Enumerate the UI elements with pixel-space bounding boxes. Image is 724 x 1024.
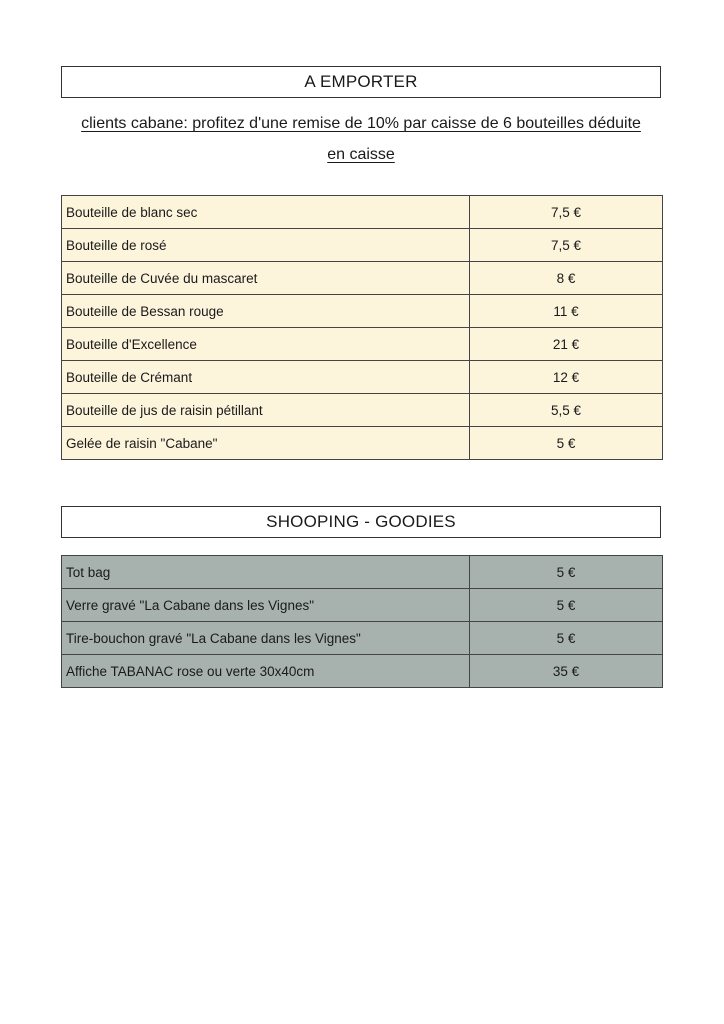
table-row	[62, 229, 663, 262]
item-price: 35 €	[470, 655, 663, 688]
table-row	[62, 427, 663, 460]
promo-line-2: en caisse	[327, 146, 395, 163]
table-row	[62, 295, 663, 328]
item-label: Bouteille de rosé	[62, 229, 470, 262]
table-row	[62, 556, 663, 589]
item-label: Bouteille de Bessan rouge	[62, 295, 470, 328]
table-row	[62, 394, 663, 427]
item-label: Bouteille de jus de raisin pétillant	[62, 394, 470, 427]
item-price: 11 €	[470, 295, 663, 328]
item-label: Bouteille de blanc sec	[62, 196, 470, 229]
price-table-goodies	[61, 555, 663, 688]
table-row	[62, 361, 663, 394]
item-price: 12 €	[470, 361, 663, 394]
item-price: 21 €	[470, 328, 663, 361]
section-title-a-emporter: A EMPORTER	[61, 66, 661, 98]
promo-line-1: clients cabane: profitez d'une remise de 10% par caisse de 6 bouteilles déduite	[81, 115, 641, 132]
item-label: Tire-bouchon gravé "La Cabane dans les Vignes"	[62, 622, 470, 655]
promo-notice	[61, 108, 661, 170]
item-label: Bouteille d'Excellence	[62, 328, 470, 361]
table-row	[62, 589, 663, 622]
item-label: Affiche TABANAC rose ou verte 30x40cm	[62, 655, 470, 688]
item-label: Tot bag	[62, 556, 470, 589]
item-price: 7,5 €	[470, 229, 663, 262]
item-price: 5 €	[470, 589, 663, 622]
item-price: 5 €	[470, 556, 663, 589]
table-row	[62, 262, 663, 295]
table-row	[62, 328, 663, 361]
item-price: 7,5 €	[470, 196, 663, 229]
item-label: Verre gravé "La Cabane dans les Vignes"	[62, 589, 470, 622]
item-label: Bouteille de Cuvée du mascaret	[62, 262, 470, 295]
item-label: Gelée de raisin "Cabane"	[62, 427, 470, 460]
table-row	[62, 196, 663, 229]
item-price: 5 €	[470, 622, 663, 655]
price-table-a-emporter	[61, 195, 663, 460]
item-label: Bouteille de Crémant	[62, 361, 470, 394]
table-row	[62, 655, 663, 688]
item-price: 5,5 €	[470, 394, 663, 427]
table-row	[62, 622, 663, 655]
item-price: 8 €	[470, 262, 663, 295]
section-title-shopping-goodies: SHOOPING - GOODIES	[61, 506, 661, 538]
item-price: 5 €	[470, 427, 663, 460]
